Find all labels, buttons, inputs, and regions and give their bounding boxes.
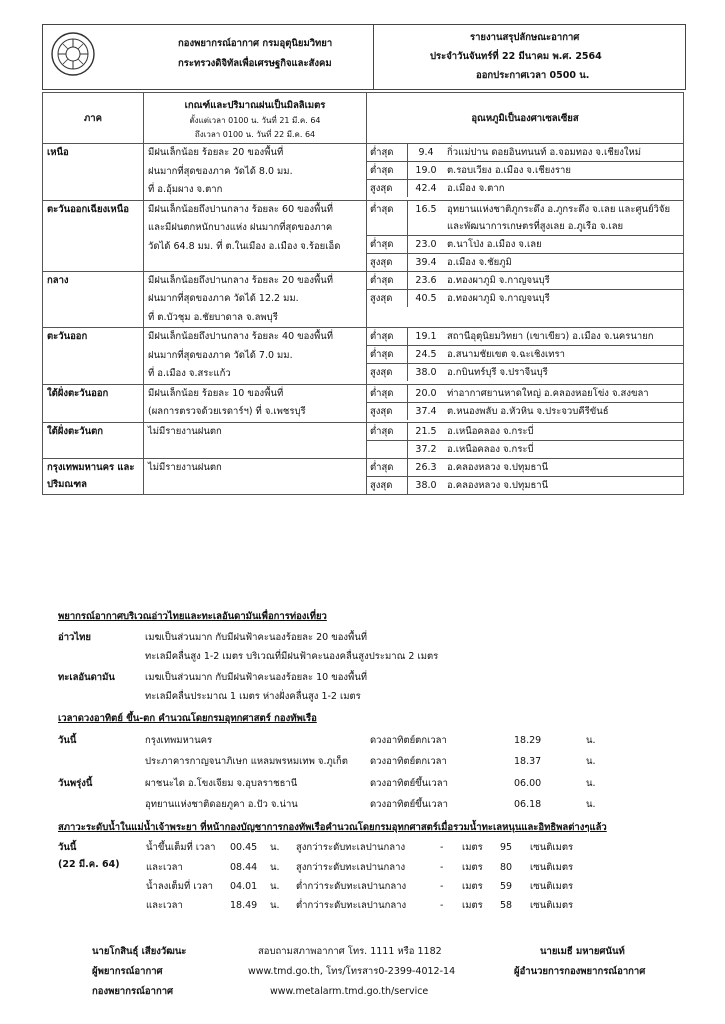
temperature-row — [367, 440, 683, 458]
header-divider — [373, 25, 374, 89]
rain-summary — [144, 422, 367, 458]
temperature-value: 39.4 — [415, 256, 437, 268]
rain-line: ฝนมากที่สุดของภาค วัดได้ 8.0 มม. — [148, 165, 293, 177]
rain-line: มีฝนเล็กน้อยถึงปานกลาง ร้อยละ 40 ของพื้นที่ — [148, 331, 334, 342]
temperature-kind: ต่ำสุด — [367, 272, 408, 290]
temperature-place: อุทยานแห่งชาติภูกระดึง อ.ภูกระดึง จ.เลย และศูนย์วิจัยและพัฒนาการเกษตรที่สูงเลย อ.ภูเรือ จ.เลย — [444, 201, 683, 236]
table-row — [43, 328, 684, 385]
tide-unit: น. — [270, 881, 280, 892]
temperature-value: 23.0 — [408, 235, 445, 253]
temperature-value: 24.5 — [408, 346, 445, 364]
tide-label: และเวลา — [146, 862, 183, 873]
sun-event: ดวงอาทิตย์ตกเวลา — [370, 735, 447, 746]
report-date: ประจำวันจันทร์ที่ 22 มีนาคม พ.ศ. 2564 — [430, 51, 602, 62]
temperature-kind: สูงสุด — [367, 253, 408, 271]
forecaster-role: ผู้พยากรณ์อากาศ — [92, 966, 163, 977]
sun-place: ผาชนะได อ.โขงเจียม จ.อุบลราชธานี — [145, 778, 298, 789]
temperature-cell — [367, 271, 684, 328]
region-name: ตะวันออกเฉียงเหนือ — [43, 200, 144, 271]
temperature-place: อ.สนามชัยเขต จ.ฉะเชิงเทรา — [444, 346, 683, 364]
tide-title: สภาวะระดับน้ำในแม่น้ำเจ้าพระยา ที่หน้ากองบัญชาการกองทัพเรือคำนวณโดยกรมอุทกศาสตร์เมื่อรวมน้ำทะเลหนุนและอิทธิพลต่างๆแล้ว — [58, 822, 607, 833]
temperature-value: 38.0 — [415, 479, 437, 491]
temperature-row — [367, 423, 683, 441]
temperature-row — [367, 180, 683, 198]
temperature-cell — [367, 328, 684, 385]
temperature-place: อ.คลองหลวง จ.ปทุมธานี — [447, 479, 549, 491]
tide-time: 00.45 — [230, 842, 258, 853]
tide-value: 59 — [500, 881, 513, 892]
tide-cm-unit: เซนติเมตร — [530, 900, 574, 911]
temperature-row — [367, 364, 683, 382]
temperature-row — [367, 201, 683, 236]
temperature-place: ต.หนองพลับ อ.หัวหิน จ.ประจวบคีรีขันธ์ — [447, 405, 609, 417]
temperature-kind: ต่ำสุด — [367, 328, 408, 346]
rain-line: มีฝนเล็กน้อยถึงปานกลาง ร้อยละ 20 ของพื้นที่ — [148, 274, 334, 286]
temperature-value: 9.4 — [408, 144, 445, 162]
temperature-value: 38.0 — [415, 367, 437, 378]
tide-time: 18.49 — [230, 900, 258, 911]
rain-summary — [144, 200, 367, 271]
temperature-row — [367, 144, 683, 162]
department-name: กองพยากรณ์อากาศ กรมอุตุนิยมวิทยา — [178, 38, 333, 49]
rain-line: และมีฝนตกหนักบางแห่ง ฝนมากที่สุดของภาค — [148, 222, 333, 233]
temperature-value: 20.0 — [408, 385, 445, 403]
rain-line: ไม่มีรายงานฝนตก — [148, 425, 222, 437]
director-role: ผู้อำนวยการกองพยากรณ์อากาศ — [514, 966, 646, 977]
temperature-kind: ต่ำสุด — [367, 162, 408, 180]
column-header-region: ภาค — [43, 93, 144, 144]
rain-summary — [144, 144, 367, 201]
temperature-place: อ.คลองหลวง จ.ปทุมธานี — [444, 459, 683, 477]
temperature-row — [367, 289, 683, 307]
column-header-temperature: อุณหภูมิเป็นองศาเซลเซียส — [367, 93, 684, 144]
tide-description: ต่ำกว่าระดับทะเลปานกลาง — [296, 900, 407, 911]
sun-time: 06.18 — [514, 799, 542, 810]
temperature-value: 26.3 — [408, 459, 445, 477]
gulf-line-1: เมฆเป็นส่วนมาก กับมีฝนฟ้าคะนองร้อยละ 20 ของพื้นที่ — [145, 632, 368, 643]
table-row — [43, 144, 684, 201]
andaman-label: ทะเลอันดามัน — [58, 672, 115, 683]
temperature-row — [367, 459, 683, 477]
table-row — [43, 422, 684, 458]
forecaster-name: นายโกสินธุ์ เสียงวัฒนะ — [92, 946, 187, 957]
temperature-kind: สูงสุด — [367, 402, 408, 420]
temperature-kind: ต่ำสุด — [367, 459, 408, 477]
rain-line: ฝนมากที่สุดของภาค วัดได้ 12.2 มม. — [148, 293, 299, 304]
temperature-row — [367, 346, 683, 364]
tide-cm-unit: เซนติเมตร — [530, 842, 574, 853]
column-header-rain — [144, 93, 367, 144]
temperature-value: 37.4 — [415, 405, 437, 417]
temperature-place: ต.นาโป่ง อ.เมือง จ.เลย — [444, 235, 683, 253]
temperature-kind: ต่ำสุด — [367, 385, 408, 403]
temperature-value: 21.5 — [408, 423, 445, 441]
rain-line: ที่ ต.บัวชุม อ.ชัยบาดาล จ.ลพบุรี — [148, 311, 278, 323]
rain-summary — [144, 384, 367, 422]
temperature-place: กิ่วแม่ปาน ดอยอินทนนท์ อ.จอมทอง จ.เชียงใหม่ — [444, 144, 683, 162]
rain-summary — [144, 458, 367, 494]
region-name: กลาง — [43, 271, 144, 328]
rain-line: ที่ อ.อุ้มผาง จ.ตาก — [148, 184, 223, 195]
tide-cm-unit: เซนติเมตร — [530, 881, 574, 892]
ministry-name: กระทรวงดิจิทัลเพื่อเศรษฐกิจและสังคม — [178, 58, 332, 69]
tide-time: 04.01 — [230, 881, 258, 892]
temperature-row — [367, 162, 683, 180]
rain-line: ที่ อ.เมือง จ.สระแก้ว — [148, 368, 231, 379]
gulf-label: อ่าวไทย — [58, 632, 91, 643]
rain-line: มีฝนเล็กน้อยถึงปานกลาง ร้อยละ 60 ของพื้นที่ — [148, 203, 334, 215]
tide-dash: - — [440, 881, 444, 892]
temperature-list — [367, 385, 683, 420]
temperature-list — [367, 423, 683, 458]
temperature-place: อ.เหนือคลอง จ.กระบี่ — [444, 423, 683, 441]
rain-line: มีฝนเล็กน้อย ร้อยละ 20 ของพื้นที่ — [148, 147, 284, 158]
temperature-place: อ.กบินทร์บุรี จ.ปราจีนบุรี — [447, 367, 548, 378]
temperature-row — [367, 476, 683, 494]
tide-meter-unit: เมตร — [462, 900, 483, 911]
tide-dash: - — [440, 862, 444, 873]
temperature-value: 40.5 — [415, 292, 437, 304]
temperature-kind: ต่ำสุด — [367, 346, 408, 364]
tide-unit: น. — [270, 842, 280, 853]
contact-website[interactable]: www.tmd.go.th, โทร/โทรสาร0-2399-4012-14 — [248, 966, 456, 977]
director-name: นายเมธี มหายศนันท์ — [540, 946, 625, 957]
andaman-line-2: ทะเลมีคลื่นประมาณ 1 เมตร ห่างฝั่งคลื่นสูง 1-2 เมตร — [145, 691, 361, 702]
temperature-kind: ต่ำสุด — [367, 235, 408, 253]
table-row — [43, 384, 684, 422]
temperature-cell — [367, 422, 684, 458]
temperature-cell — [367, 144, 684, 201]
temperature-value: 37.2 — [415, 443, 437, 455]
tide-value: 80 — [500, 862, 513, 873]
tide-unit: น. — [270, 862, 280, 873]
temperature-row — [367, 253, 683, 271]
temperature-place: อ.เหนือคลอง จ.กระบี่ — [447, 443, 534, 455]
region-name: ใต้ฝั่งตะวันออก — [43, 384, 144, 422]
temperature-cell — [367, 384, 684, 422]
temperature-list — [367, 272, 683, 307]
tide-label: น้ำขึ้นเต็มที่ เวลา — [146, 842, 216, 853]
region-name: เหนือ — [43, 144, 144, 201]
tide-description: สูงกว่าระดับทะเลปานกลาง — [296, 862, 406, 873]
table-row — [43, 271, 684, 328]
tide-unit: น. — [270, 900, 280, 911]
sun-time: 18.37 — [514, 756, 542, 767]
temperature-value: 23.6 — [408, 272, 445, 290]
sun-unit: น. — [586, 756, 596, 767]
temperature-list — [367, 459, 683, 494]
tide-description: สูงกว่าระดับทะเลปานกลาง — [296, 842, 406, 853]
rain-line: มีฝนเล็กน้อย ร้อยละ 10 ของพื้นที่ — [148, 387, 284, 399]
temperature-value: 19.1 — [408, 328, 445, 346]
sun-unit: น. — [586, 778, 596, 789]
tide-meter-unit: เมตร — [462, 862, 483, 873]
sun-event: ดวงอาทิตย์ขึ้นเวลา — [370, 799, 448, 810]
region-name: ใต้ฝั่งตะวันตก — [43, 422, 144, 458]
temperature-value: 19.0 — [408, 162, 445, 180]
tide-time: 08.44 — [230, 862, 258, 873]
temperature-cell — [367, 458, 684, 494]
issue-time: ออกประกาศเวลา 0500 น. — [476, 70, 590, 81]
sun-times-title: เวลาดวงอาทิตย์ ขึ้น-ตก คำนวณโดยกรมอุทกศาสตร์ กองทัพเรือ — [58, 713, 317, 724]
rain-summary — [144, 328, 367, 385]
table-row — [43, 200, 684, 271]
temperature-kind — [367, 440, 408, 458]
contact-phone: สอบถามสภาพอากาศ โทร. 1111 หรือ 1182 — [258, 946, 442, 957]
temperature-row — [367, 235, 683, 253]
temperature-list — [367, 144, 683, 197]
weather-summary-table — [42, 92, 684, 495]
tide-label: น้ำลงเต็มที่ เวลา — [146, 881, 213, 892]
temperature-kind: สูงสุด — [367, 476, 408, 494]
rain-header-title: เกณฑ์และปริมาณฝนเป็นมิลลิเมตร — [184, 100, 326, 111]
tide-meter-unit: เมตร — [462, 842, 483, 853]
temperature-place: อ.เมือง จ.ชัยภูมิ — [447, 256, 512, 268]
sun-event: ดวงอาทิตย์ตกเวลา — [370, 756, 447, 767]
rain-line: ไม่มีรายงานฝนตก — [148, 461, 222, 473]
sun-place: กรุงเทพมหานคร — [145, 735, 213, 746]
temperature-value: 16.5 — [408, 201, 445, 236]
temperature-cell — [367, 200, 684, 271]
temperature-kind: สูงสุด — [367, 180, 408, 198]
sun-tomorrow-label: วันพรุ่งนี้ — [58, 778, 93, 789]
temperature-place: ต.รอบเวียง อ.เมือง จ.เชียงราย — [444, 162, 683, 180]
sun-time: 06.00 — [514, 778, 542, 789]
temperature-kind: ต่ำสุด — [367, 423, 408, 441]
andaman-line-1: เมฆเป็นส่วนมาก กับมีฝนฟ้าคะนองร้อยละ 10 ของพื้นที่ — [145, 672, 368, 683]
temperature-place: สถานีอุตุนิยมวิทยา (เขาเขียว) อ.เมือง จ.นครนายก — [444, 328, 683, 346]
sun-today-label: วันนี้ — [58, 735, 77, 746]
tide-dash: - — [440, 842, 444, 853]
temperature-row — [367, 402, 683, 420]
tide-value: 95 — [500, 842, 513, 853]
tide-label: และเวลา — [146, 900, 183, 911]
tide-dash: - — [440, 900, 444, 911]
tide-value: 58 — [500, 900, 513, 911]
rain-period-to: ถึงเวลา 0100 น. วันที่ 22 มี.ค. 64 — [194, 130, 316, 139]
tide-date-label: (22 มี.ค. 64) — [58, 859, 120, 870]
sun-place: อุทยานแห่งชาติดอยภูคา อ.ปัว จ.น่าน — [145, 799, 298, 810]
gulf-line-2: ทะเลมีคลื่นสูง 1-2 เมตร บริเวณที่มีฝนฟ้าคะนองคลื่นสูงประมาณ 2 เมตร — [145, 651, 439, 662]
report-title: รายงานสรุปลักษณะอากาศ — [470, 32, 580, 43]
temperature-kind: สูงสุด — [367, 289, 408, 307]
rain-line: ฝนมากที่สุดของภาค วัดได้ 7.0 มม. — [148, 349, 293, 361]
rain-summary — [144, 271, 367, 328]
tide-description: ต่ำกว่าระดับทะเลปานกลาง — [296, 881, 407, 892]
forecaster-division: กองพยากรณ์อากาศ — [92, 986, 174, 997]
sun-event: ดวงอาทิตย์ขึ้นเวลา — [370, 778, 448, 789]
contact-service-url[interactable]: www.metalarm.tmd.go.th/service — [270, 986, 429, 997]
temperature-row — [367, 328, 683, 346]
department-seal-icon — [50, 31, 96, 77]
rain-period-from: ตั้งแต่เวลา 0100 น. วันที่ 21 มี.ค. 64 — [189, 116, 321, 125]
table-header-row — [43, 93, 684, 144]
table-row — [43, 458, 684, 494]
tide-meter-unit: เมตร — [462, 881, 483, 892]
temperature-kind: สูงสุด — [367, 364, 408, 382]
temperature-value: 42.4 — [415, 183, 437, 194]
rain-line: (ผลการตรวจด้วยเรดาร์ฯ) ที่ จ.เพชรบุรี — [148, 406, 306, 417]
rain-line: วัดได้ 64.8 มม. ที่ ต.ในเมือง อ.เมือง จ.ร้อยเอ็ด — [148, 240, 341, 252]
region-name: ตะวันออก — [43, 328, 144, 385]
sea-forecast-title: พยากรณ์อากาศบริเวณอ่าวไทยและทะเลอันดามันเพื่อการท่องเที่ยว — [58, 611, 327, 622]
region-name: กรุงเทพมหานคร และปริมณฑล — [43, 458, 144, 494]
sun-unit: น. — [586, 735, 596, 746]
temperature-place: อ.เมือง จ.ตาก — [447, 183, 505, 194]
temperature-place: อ.ทองผาภูมิ จ.กาญจนบุรี — [447, 292, 550, 304]
temperature-kind: ต่ำสุด — [367, 201, 408, 236]
temperature-row — [367, 385, 683, 403]
temperature-row — [367, 272, 683, 290]
sun-time: 18.29 — [514, 735, 542, 746]
temperature-place: ท่าอากาศยานหาดใหญ่ อ.คลองหอยโข่ง จ.สงขลา — [444, 385, 683, 403]
temperature-kind: ต่ำสุด — [367, 144, 408, 162]
sun-unit: น. — [586, 799, 596, 810]
tide-day-label: วันนี้ — [58, 842, 77, 853]
tide-cm-unit: เซนติเมตร — [530, 862, 574, 873]
sun-place: ประภาคารกาญจนาภิเษก แหลมพรหมเทพ จ.ภูเก็ต — [145, 756, 348, 767]
temperature-place: อ.ทองผาภูมิ จ.กาญจนบุรี — [444, 272, 683, 290]
temperature-list — [367, 201, 683, 271]
temperature-list — [367, 328, 683, 381]
